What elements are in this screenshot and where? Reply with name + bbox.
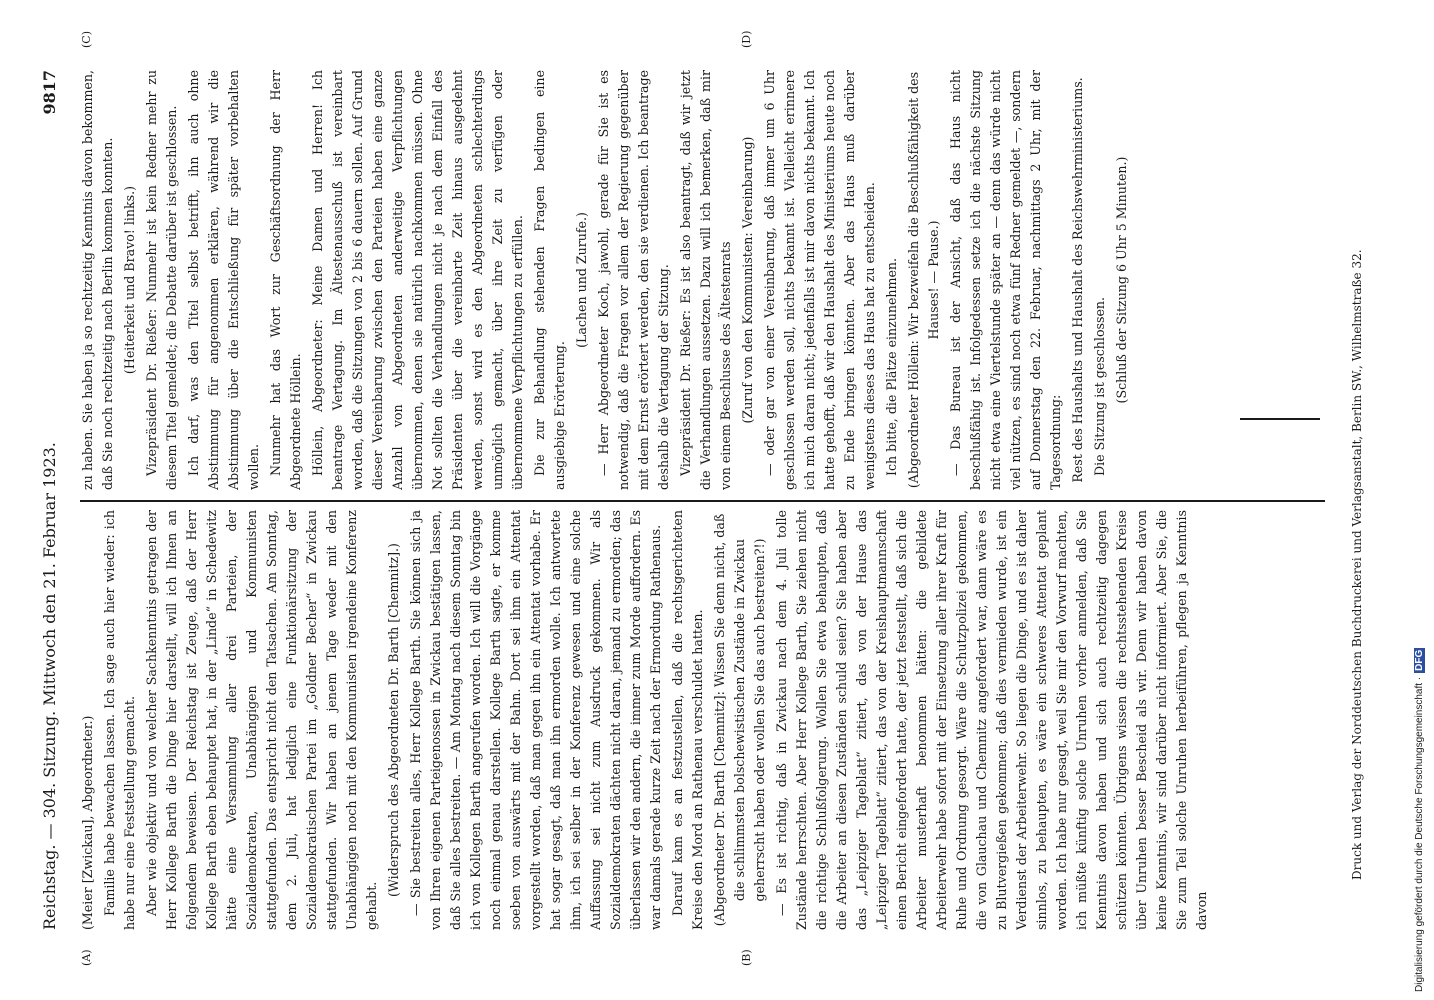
- interjection: (Lachen und Zurufe.): [574, 212, 589, 348]
- interjection: (Zuruf von den Kommunisten: Vereinbarung): [740, 136, 755, 424]
- paragraph: — Herr Abgeordneter Koch, jawohl, gerade für Sie ist es notwendig, daß die Fragen vor allem der Regierung gegenüber mit dem Ernst erörtert werden, den sie verdienen. Ich beantrage deshalb die Vertagung der Sitzung.: [596, 70, 671, 490]
- page-number: 9817: [40, 70, 59, 115]
- margin-label-c: (C): [80, 31, 93, 48]
- printer-imprint: Druck und Verlag der Norddeutschen Buchdruckerei und Verlagsanstalt, Berlin SW., Wilhelmstraße 32.: [1350, 249, 1364, 880]
- interjection: (Abgeordneter Dr. Barth [Chemnitz]: Wissen Sie denn nicht, daß die schlimmsten bolschewistischen Zustände in Zwickau geherrscht haben oder wollen Sie das auch bestreiten?!): [712, 513, 767, 927]
- dfg-logo: DFG: [1414, 649, 1425, 671]
- interjection: (Abgeordneter Höllein: Wir bezweifeln die Beschlußfähigkeit des Hauses! — Pause.): [906, 71, 941, 489]
- paragraph: Familie habe bewachen lassen. Ich sage auch hier wieder: ich habe nur eine Feststellung gemacht.: [102, 510, 137, 930]
- agenda-item: Rest des Haushalts und Haushalt des Reichswehrministeriums.: [1070, 77, 1085, 483]
- speaker-header: (Meier [Zwickau], Abgeordneter.): [80, 715, 95, 930]
- paragraph: Darauf kam es an festzustellen, daß die rechtsgerichteten Kreise den Mord an Rathenau verschuldet hatten.: [670, 510, 705, 930]
- dfg-sidebar: [1414, 8, 1428, 992]
- paragraph: Nunmehr hat das Wort zur Geschäftsordnung der Herr Abgeordnete Höllein.: [268, 70, 303, 490]
- text-column-right: [78, 70, 1328, 490]
- interjection: (Heiterkeit und Bravo! links.): [122, 185, 137, 375]
- dfg-note: [1414, 8, 1428, 992]
- interjection: (Widerspruch des Abgeordneten Dr. Barth [Chemnitz].): [386, 543, 401, 897]
- closing-note: (Schluß der Sitzung 6 Uhr 5 Minuten.): [1114, 156, 1129, 404]
- paragraph: — oder gar von einer Vereinbarung, daß immer um 6 Uhr geschlossen werden soll, nichts bekannt ist. Vielleicht erinnere ich mich daran nicht; jedenfalls ist mir davon nichts bekannt. Ich hatte gehofft, daß wir den Haushalt des Ministeriums heute noch zu Ende bringen könnten. Aber das Haus muß darüber wenigstens dieses das Haus hat zu entscheiden.: [762, 70, 877, 490]
- paragraph: — Es ist richtig, daß in Zwickau nach dem 4. Juli tolle Zustände herrschten. Aber Herr Kollege Barth, Sie ziehen nicht die richtige Schlußfolgerung. Wollen Sie etwa behaupten, daß die Arbeiter an diesen Zuständen schuld seien? Sie haben aber das „Leipziger Tageblatt“ zitiert, das von der Hause das „Leipziger Tageblatt“ zitiert, das von der Kreishauptmannschaft einen Bericht eingefordert hatte, der jetzt feststellt, daß sich die Arbeiter musterhaft benommen hätten: die gebildete Arbeiterwehr habe sofort mit der Einsetzung aller ihrer Kraft für Ruhe und Ordnung gesorgt. Wäre die Schutzpolizei gekommen, die von Glauchau und Chemnitz angefordert war, dann wäre es zu Blutvergießen gekommen; daß dies vermieden wurde, ist ein Verdienst der Arbeiterwehr. So liegen die Dinge, und es ist daher sinnlos, zu behaupten, es wäre ein schweres Attentat geplant worden. Ich habe nur gesagt, weil Sie mir den Vorwurf machten, ich müßte künftig solche Unruhen vorher anmelden, daß Sie Kenntnis davon haben und sich auch rechtzeitig dagegen schützen könnten. Übrigens wissen die rechtsstehenden Kreise über Unruhen besser Bescheid als wir. Denn wir haben davon keine Kenntnis, wir sind darüber nicht informiert. Aber Sie, die Sie zum Teil solche Unruhen herbeiführen, pflegen ja Kenntnis davon: [774, 510, 1209, 930]
- paragraph: Höllein, Abgeordneter: Meine Damen und Herren! Ich beantrage Vertagung. Im Ältestenausschuß ist vereinbart worden, daß die Sitzungen von 2 bis 6 dauern sollen. Auf Grund dieser Vereinbarung zwischen den Parteien haben eine ganze Anzahl von Abgeordneten anderweitige Verpflichtungen übernommen, denen sie natürlich nachkommen müssen. Ohne Not sollten die Verhandlungen nicht je nach dem Einfall des Präsidenten über die vereinbarte Zeit hinaus ausgedehnt werden, sonst wird es den Abgeordneten schlechterdings unmöglich gemacht, über ihre Zeit zu verfügen oder übernommene Verpflichtungen zu erfüllen.: [310, 70, 525, 490]
- page-header: [40, 70, 70, 930]
- paragraph: Die zur Behandlung stehenden Fragen bedingen eine ausgiebige Erörterung.: [532, 70, 567, 490]
- paragraph: Ich darf, was den Titel selbst betrifft, ihn auch ohne Abstimmung für angenommen erklären, während wir die Abstimmung über die Entschließung für später vorbehalten wollen.: [186, 70, 261, 490]
- paragraph: Die Sitzung ist geschlossen.: [1092, 296, 1107, 476]
- margin-label-d: (D): [740, 30, 753, 48]
- header-title: Reichstag. — 304. Sitzung. Mittwoch den 21. Februar 1923.: [40, 442, 59, 930]
- paragraph: Vizepräsident Dr. Rießer: Nunmehr ist kein Redner mehr zu diesem Titel gemeldet; die Debatte darüber ist geschlossen.: [144, 70, 179, 490]
- dfg-note-text: Digitalisierung gefördert durch die Deutsche Forschungsgemeinschaft ·: [1414, 676, 1425, 992]
- paragraph: — Das Bureau ist der Ansicht, daß das Haus nicht beschlußfähig ist. Infolgedessen setze ich die nächste Sitzung nicht etwa eine Viertelstunde später an — denn das würde nicht viel nützen, es sind noch etwa fünf Redner gemeldet —, sondern auf Donnerstag den 22. Februar, nachmittags 2 Uhr, mit der Tagesordnung:: [948, 70, 1063, 490]
- margin-label-a: (A): [80, 949, 93, 966]
- paragraph: Aber wie objektiv und von welcher Sachkenntnis getragen der Herr Kollege Barth die Dinge hier darstellt, will ich Ihnen an folgendem beweisen. Der Reichstag ist Zeuge, daß der Herr Kollege Barth eben behauptet hat, in der „Linde“ in Schedewitz hätte eine Versammlung aller drei Parteien, der Sozialdemokraten, Unabhängigen und Kommunisten stattgefunden. Das entspricht nicht den Tatsachen. Am Sonntag, dem 2. Juli, hat lediglich eine Funktionärsitzung der Sozialdemokratischen Partei im „Goldner Becher“ in Zwickau stattgefunden. Wir haben an jenem Tage weder mit den Unabhängigen noch mit den Kommunisten irgendeine Konferenz gehabt.: [144, 510, 379, 930]
- paragraph: zu haben. Sie haben ja so rechtzeitig Kenntnis davon bekommen, daß Sie noch rechtzeitig nach Berlin kommen konnten.: [80, 70, 115, 490]
- text-column-left: [78, 510, 1328, 930]
- column-divider: [80, 501, 1325, 503]
- paragraph: Ich bitte, die Plätze einzunehmen.: [884, 257, 899, 476]
- paragraph: — Sie bestreiten alles, Herr Kollege Barth. Sie können sich ja von Ihren eigenen Parteigenossen in Zwickau bestätigen lassen, daß Sie alles bestreiten. — Am Montag nach diesem Sonntag bin ich von Kollegen Barth angerufen worden. Ich will die Vorgänge noch einmal genau darstellen. Kollege Barth sagte, er komme soeben von auswärts mit der Bahn. Dort sei ihm ein Attentat vorgestellt worden, daß man gegen ihn ein Attentat vorhabe. Er hat sogar gesagt, daß man ihn ermorden wolle. Ich antwortete ihm, ich sei selber in der Konferenz gewesen und eine solche Auffassung sei nicht zum Ausdruck gekommen. Wir als Sozialdemokraten dächten nicht daran, jemand zu ermorden; das überlassen wir den andern, die immer zum Morde auffordern. Es war damals gerade kurze Zeit nach der Ermordung Rathenaus.: [408, 510, 663, 930]
- margin-label-b: (B): [740, 949, 753, 966]
- paragraph: Vizepräsident Dr. Rießer: Es ist also beantragt, daß wir jetzt die Verhandlungen aussetzen. Dazu will ich bemerken, daß mir von einem Beschlusse des Ältestenrats: [678, 70, 733, 490]
